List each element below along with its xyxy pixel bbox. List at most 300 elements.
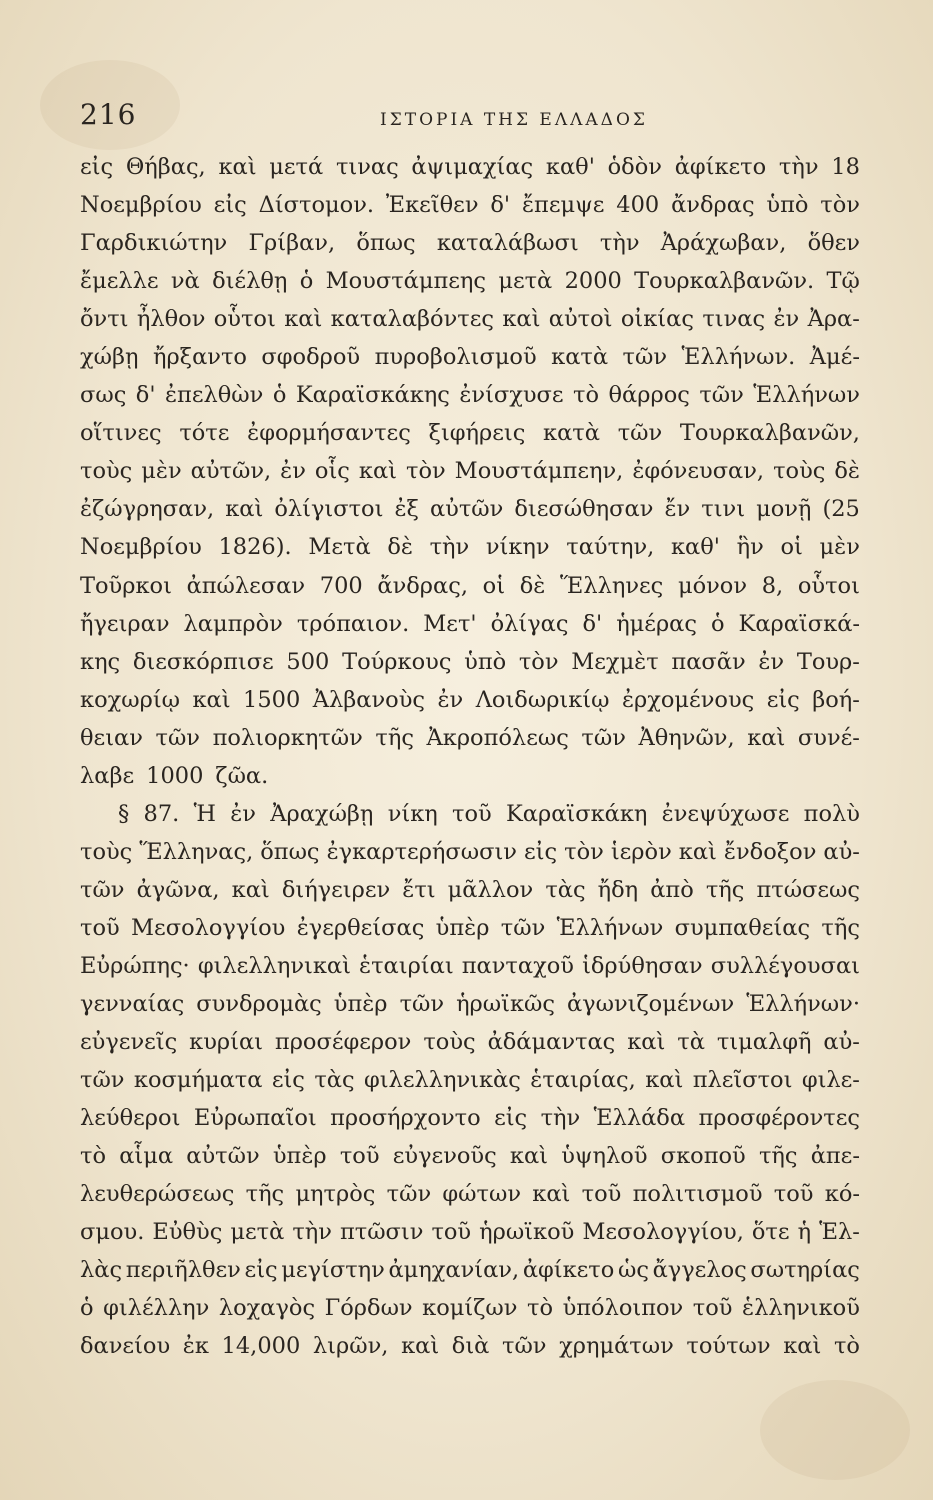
word: εἰς [271, 1067, 305, 1094]
text-line [80, 681, 860, 719]
word: λευθερώσεως [80, 1181, 235, 1208]
word: καὶ [532, 1181, 571, 1208]
word: οὗτοι [213, 306, 276, 333]
word: Ἐκεῖθεν [385, 192, 479, 219]
word: Μουστάμπεην, [454, 458, 624, 485]
word: ὅπως [260, 838, 320, 865]
word: ἐφορμήσαντες [247, 420, 411, 447]
word: ὁ [80, 1295, 94, 1322]
word: ὡς [617, 1257, 649, 1284]
word: ὑπὲρ [272, 1143, 327, 1170]
word: κοσμήματα [133, 1067, 263, 1094]
word: Καραϊσκάκη [505, 800, 648, 827]
word: τρόπαιον. [296, 610, 410, 637]
text-line [80, 452, 860, 490]
word: τινας [702, 306, 766, 333]
word: συνδρομὰς [196, 991, 322, 1018]
text-line [80, 1251, 860, 1289]
word: Ἀμέ- [809, 344, 860, 371]
word: κης [80, 648, 121, 675]
word: ἔπεμψε [521, 192, 605, 219]
word: ἐν [437, 686, 464, 713]
word: διὰ [451, 1333, 490, 1360]
word: πολὺ [803, 800, 860, 827]
word: Καραϊσκάκης [295, 382, 450, 409]
word: οἱ [780, 534, 803, 561]
word: εὐγενεῖς [80, 1029, 178, 1056]
word: κατὰ [543, 420, 600, 447]
word: φιλελληνικαὶ [197, 952, 351, 979]
word: ἣν [736, 534, 764, 561]
word: κό- [824, 1181, 860, 1208]
word: ἐνεψύχωσε [661, 800, 790, 827]
word: ἡμέρας [616, 610, 697, 637]
word: θειαν [80, 724, 143, 751]
text-line [80, 338, 860, 376]
word: Ἡ [193, 800, 216, 827]
word: κατὰ [551, 344, 609, 371]
word: αὐ- [823, 1029, 860, 1056]
running-head: ΙΣΤΟΡΙΑ ΤΗΣ ΕΛΛΑΔΟΣ [380, 110, 648, 130]
word: ἐν [230, 800, 256, 827]
word: δὲ [519, 572, 546, 599]
word: 400 [616, 192, 660, 219]
word: μετὰ [498, 268, 553, 295]
word: ἄνδρας [671, 192, 755, 219]
word: ἡρωϊκῶς [456, 991, 555, 1018]
word: τὰς [314, 1067, 355, 1094]
text-line [80, 1289, 860, 1327]
word: τινας [335, 154, 399, 180]
word: φιλελληνικὰς [363, 1067, 521, 1094]
word: Τουρκαλβανῶν. [634, 268, 815, 295]
word: προσέφερον [274, 1029, 412, 1056]
word: ἐνίσχυσε [459, 382, 564, 409]
word: καὶ [627, 1029, 666, 1056]
word: κυρίαι [189, 1029, 263, 1056]
word: 8, [761, 572, 784, 599]
word: ὀλίγιστοι [274, 496, 384, 523]
word: Καραϊσκά- [738, 610, 860, 637]
word: διεσκόρπισε [132, 648, 274, 675]
word: δὲ [387, 534, 413, 561]
word: Εὐθὺς [152, 1219, 223, 1246]
word: τοὺς [80, 458, 133, 485]
word: Μουστάμπεης [325, 268, 486, 295]
word: κομίζων [422, 1295, 518, 1322]
word: λὰς [80, 1257, 123, 1284]
text-line [80, 224, 860, 262]
word: τῶν [155, 724, 200, 751]
word: ὄντι [80, 306, 129, 333]
word: οἱ [482, 572, 506, 599]
word: ὁδὸν [607, 154, 662, 180]
word: 14,000 [221, 1333, 301, 1360]
word: Ἑλλάδα [593, 1105, 686, 1132]
word: τοῦ [80, 914, 120, 941]
word: τὸ [80, 1143, 106, 1170]
word: πανταχοῦ [461, 952, 574, 979]
word: 700 [319, 572, 363, 599]
word: τῶν [399, 991, 445, 1018]
word: § [118, 800, 130, 827]
word: δ' [135, 382, 156, 409]
word: Ἀθηνῶν, [638, 724, 735, 751]
word: ἔμελλε [80, 268, 159, 295]
word: περιῆλθεν [125, 1257, 241, 1284]
word: Λοιδωρικίῳ [475, 686, 610, 713]
text-line [80, 757, 860, 795]
word: μετά [269, 154, 324, 180]
text-line [80, 186, 860, 224]
word: ὑπὲρ [435, 914, 490, 941]
word: Τουρκαλβανῶν, [679, 420, 860, 447]
word: τῶν [500, 914, 546, 941]
word: καὶ [783, 1333, 822, 1360]
word: καὶ [502, 306, 541, 333]
text-line [80, 833, 860, 871]
word: προσήρχοντο [330, 1105, 481, 1132]
text-line [80, 643, 860, 681]
word: νὰ [170, 268, 200, 295]
word: μονῇ [756, 496, 812, 523]
word: οἷς [314, 458, 350, 485]
word: σκοποῦ [660, 1143, 746, 1170]
word: καὶ [509, 1143, 549, 1170]
word: Ἀραχώβῃ [270, 800, 374, 827]
text-line [80, 1213, 860, 1251]
word: τῶν [80, 876, 125, 903]
text-line [80, 985, 860, 1023]
word: καὶ [192, 686, 231, 713]
word: εὐγενοῦς [392, 1143, 497, 1170]
word: Ἕλληνας, [139, 838, 254, 865]
word: τὴν [540, 1105, 581, 1132]
word: νίκη [387, 800, 438, 827]
word: ἐγκαρτερήσωσιν [326, 838, 517, 865]
text-line [80, 1327, 860, 1365]
text-line [80, 909, 860, 947]
word: τῶν [386, 1181, 432, 1208]
word: αὐτῶν [429, 496, 504, 523]
word: εἰς [524, 838, 558, 865]
body-text [80, 148, 860, 1366]
word: Ἑλλήνων. [681, 344, 796, 371]
text-line [80, 605, 860, 643]
word: τοῦ [581, 1181, 622, 1208]
word: μὲν [141, 458, 182, 485]
word: φώτων [442, 1181, 521, 1208]
word: λαμπρὸν [183, 610, 283, 637]
text-line [80, 567, 860, 605]
text-line [80, 148, 860, 186]
word: μετὰ [230, 1219, 285, 1246]
word: ἄγγελος [652, 1257, 747, 1284]
word: χρημάτων [559, 1333, 674, 1360]
word: ἐν [773, 306, 800, 333]
text-line [80, 1137, 860, 1175]
word: ἀπώλεσαν [186, 572, 306, 599]
word: ὀλίγας [490, 610, 569, 637]
word: ἤρξαντο [152, 344, 247, 371]
word: μητρὸς [295, 1181, 376, 1208]
word: τὸ [833, 1333, 860, 1360]
word: δ' [490, 192, 511, 219]
word: ζῶα. [215, 762, 269, 789]
word: τῆς [705, 876, 745, 903]
word: ἐζώγρησαν, [80, 496, 215, 523]
word: ἦλθον [136, 306, 206, 333]
word: Ἑλ- [819, 1219, 860, 1246]
word: πλεῖστοι [692, 1067, 793, 1094]
word: Νοεμβρίου [80, 192, 202, 219]
word: ταύτην, [566, 534, 655, 561]
word: τούτων [686, 1333, 771, 1360]
text-line [80, 947, 860, 985]
word: διεσώθησαν [514, 496, 654, 523]
word: οἰκίας [620, 306, 694, 333]
word: ἑλληνικοῦ [742, 1295, 860, 1322]
word: ἀγῶνα, [136, 876, 220, 903]
word: πυροβολισμοῦ [374, 344, 537, 371]
text-line [80, 262, 860, 300]
word: Τοῦρκοι [80, 572, 172, 599]
word: τὰς [545, 876, 586, 903]
word: τῶν [622, 344, 668, 371]
word: πασᾶν [671, 648, 746, 675]
word: λιρῶν, [312, 1333, 389, 1360]
word: Εὐρωπαῖοι [193, 1105, 317, 1132]
word: καὶ [747, 724, 786, 751]
word: τινι [701, 496, 746, 523]
word: δ' [582, 610, 603, 637]
word: Ἀλβανοὺς [312, 686, 425, 713]
word: 1826). [218, 534, 292, 561]
word: ὑπὸ [766, 192, 809, 219]
word: ὑπόλοιπον [562, 1295, 684, 1322]
word: ἱδρύθησαν [582, 952, 703, 979]
word: σφοδροῦ [261, 344, 361, 371]
word: Μεχμὲτ [571, 648, 659, 675]
word: αὐτῶν, [190, 458, 272, 485]
word: 87. [143, 800, 180, 827]
word: (25 [822, 496, 860, 523]
word: ἤγειραν [80, 610, 170, 637]
page-header [80, 98, 860, 138]
word: ὅθεν [807, 230, 860, 257]
word: τὴν [429, 534, 470, 561]
word: ἐγερθείσας [296, 914, 425, 941]
text-line [80, 414, 860, 452]
word: τὰ [677, 1029, 705, 1056]
word: ὁ [272, 382, 287, 409]
word: διήγειρεν [281, 876, 391, 903]
word: ἤδη [597, 876, 639, 903]
word: ὅπως [356, 230, 416, 257]
word: λεύθεροι [80, 1105, 181, 1132]
word: μᾶλλον [447, 876, 534, 903]
word: πτῶσιν [339, 1219, 424, 1246]
paper-stain [760, 1380, 910, 1480]
text-line [80, 1061, 860, 1099]
word: τὸ [527, 1295, 554, 1322]
word: ἀγωνιζομένων [566, 991, 735, 1018]
word: ἐν [758, 648, 785, 675]
word: φιλέλλην [103, 1295, 210, 1322]
word: ἐφόνευσαν, [632, 458, 765, 485]
word: καὶ [284, 306, 323, 333]
word: ἀδάμαντας [487, 1029, 616, 1056]
word: ὅτε [751, 1219, 790, 1246]
word: τοῦ [692, 1295, 733, 1322]
word: εἰς [244, 1257, 278, 1284]
word: τὴν [599, 230, 640, 257]
word: Ἕλληνες [560, 572, 664, 599]
word: Ἑλλήνων [753, 382, 860, 409]
word: ἀπε- [810, 1143, 860, 1170]
word: τῶν [80, 1067, 125, 1094]
word: οὗτοι [797, 572, 860, 599]
word: καθ' [670, 534, 720, 561]
word: σωτηρίας [750, 1257, 860, 1284]
word: συλλέγουσαι [710, 952, 860, 979]
word: τιμαλφῆ [716, 1029, 812, 1056]
word: δὲ [834, 458, 860, 485]
word: Νοεμβρίου [80, 534, 202, 561]
word: Εὐρώπης· [80, 952, 190, 979]
word: Ἀρα- [807, 306, 860, 333]
word: ἀφίκετο [674, 154, 767, 180]
word: τῶν [699, 382, 744, 409]
word: τότε [179, 420, 230, 447]
word: μὲν [819, 534, 860, 561]
word: 1000 [146, 762, 204, 789]
word: τοῦ [339, 1143, 380, 1170]
word: καὶ [645, 1067, 684, 1094]
word: τοῦ [452, 800, 492, 827]
word: Γόρδων [324, 1295, 413, 1322]
word: Ἀκροπόλεως [426, 724, 569, 751]
word: τῆς [758, 1143, 798, 1170]
word: Θήβας, [125, 154, 206, 180]
word: ξιφήρεις [428, 420, 526, 447]
word: ἡ [797, 1219, 812, 1246]
word: ἡρωϊκοῦ [479, 1219, 575, 1246]
word: αὐτοὶ [548, 306, 613, 333]
word: πολιτισμοῦ [632, 1181, 763, 1208]
word: ἀφίκετο [522, 1257, 615, 1284]
word: τῶν [617, 420, 663, 447]
word: καὶ [358, 458, 397, 485]
word: Τουρ- [796, 648, 860, 675]
word: Μετ' [423, 610, 477, 637]
word: ὁ [299, 268, 314, 295]
word: ἐπελθὼν [164, 382, 264, 409]
word: τῶν [581, 724, 626, 751]
word: ἐν [280, 458, 306, 485]
word: Γρίβαν, [248, 230, 336, 257]
word: Ἑλλήνων [556, 914, 664, 941]
word: τὴν [778, 154, 819, 180]
text-line [80, 1099, 860, 1137]
word: αἷμα [119, 1143, 174, 1170]
word: Ἀράχωβαν, [660, 230, 787, 257]
word: καὶ [218, 154, 257, 180]
word: ὑπὸ [464, 648, 507, 675]
word: αὐτῶν [186, 1143, 260, 1170]
word: καταλάβωσι [436, 230, 579, 257]
word: ἄνδρας, [377, 572, 468, 599]
word: Τούρκους [342, 648, 452, 675]
word: τῆς [375, 724, 414, 751]
text-line [80, 528, 860, 566]
word: 2000 [564, 268, 622, 295]
word: χώβῃ [80, 344, 139, 371]
word: ἑταιρίας, [530, 1067, 636, 1094]
word: Μετὰ [308, 534, 371, 561]
word: συμπαθείας [674, 914, 811, 941]
word: τὸν [820, 192, 860, 219]
word: εἰς [494, 1105, 528, 1132]
word: ἐκ [182, 1333, 209, 1360]
word: πτώσεως [756, 876, 860, 903]
word: ἔνδοξον [723, 838, 817, 865]
word: προσφέροντες [698, 1105, 860, 1132]
word: ὑψηλοῦ [561, 1143, 648, 1170]
text-line [80, 795, 860, 833]
word: 18 [831, 154, 860, 180]
word: Ἑλλήνων· [746, 991, 860, 1018]
word: τὸν [406, 458, 446, 485]
word: τοῦ [773, 1181, 814, 1208]
word: τοὺς [80, 838, 133, 865]
word: τὴν [292, 1219, 332, 1246]
word: τοὺς [423, 1029, 476, 1056]
word: ὑπὲρ [333, 991, 388, 1018]
word: εἰς [766, 686, 800, 713]
word: βοή- [812, 686, 860, 713]
word: τοῦ [431, 1219, 472, 1246]
word: μόνον [677, 572, 748, 599]
text-line [80, 300, 860, 338]
word: ἔν [664, 496, 691, 523]
word: εἰς [213, 192, 247, 219]
word: γενναίας [80, 991, 185, 1018]
word: εἰς [80, 154, 114, 180]
word: θάρρος [608, 382, 690, 409]
word: σως [80, 382, 127, 409]
word: αὐ- [823, 838, 860, 865]
word: δανείου [80, 1333, 171, 1360]
text-line [80, 1023, 860, 1061]
word: τὸν [518, 648, 559, 675]
word: Δίστομον. [258, 192, 375, 219]
word: φιλε- [801, 1067, 860, 1094]
text-line [80, 376, 860, 414]
word: διέλθῃ [212, 268, 288, 295]
word: τῆς [821, 914, 860, 941]
word: ἔτι [402, 876, 436, 903]
word: ἱερὸν [610, 838, 672, 865]
word: τῶν [502, 1333, 547, 1360]
word: ἐξ [394, 496, 419, 523]
word: καθ' [545, 154, 595, 180]
text-line [80, 871, 860, 909]
word: Τῷ [826, 268, 860, 295]
word: καὶ [678, 838, 717, 865]
word: ὁ [710, 610, 725, 637]
word: τῆς [245, 1181, 285, 1208]
